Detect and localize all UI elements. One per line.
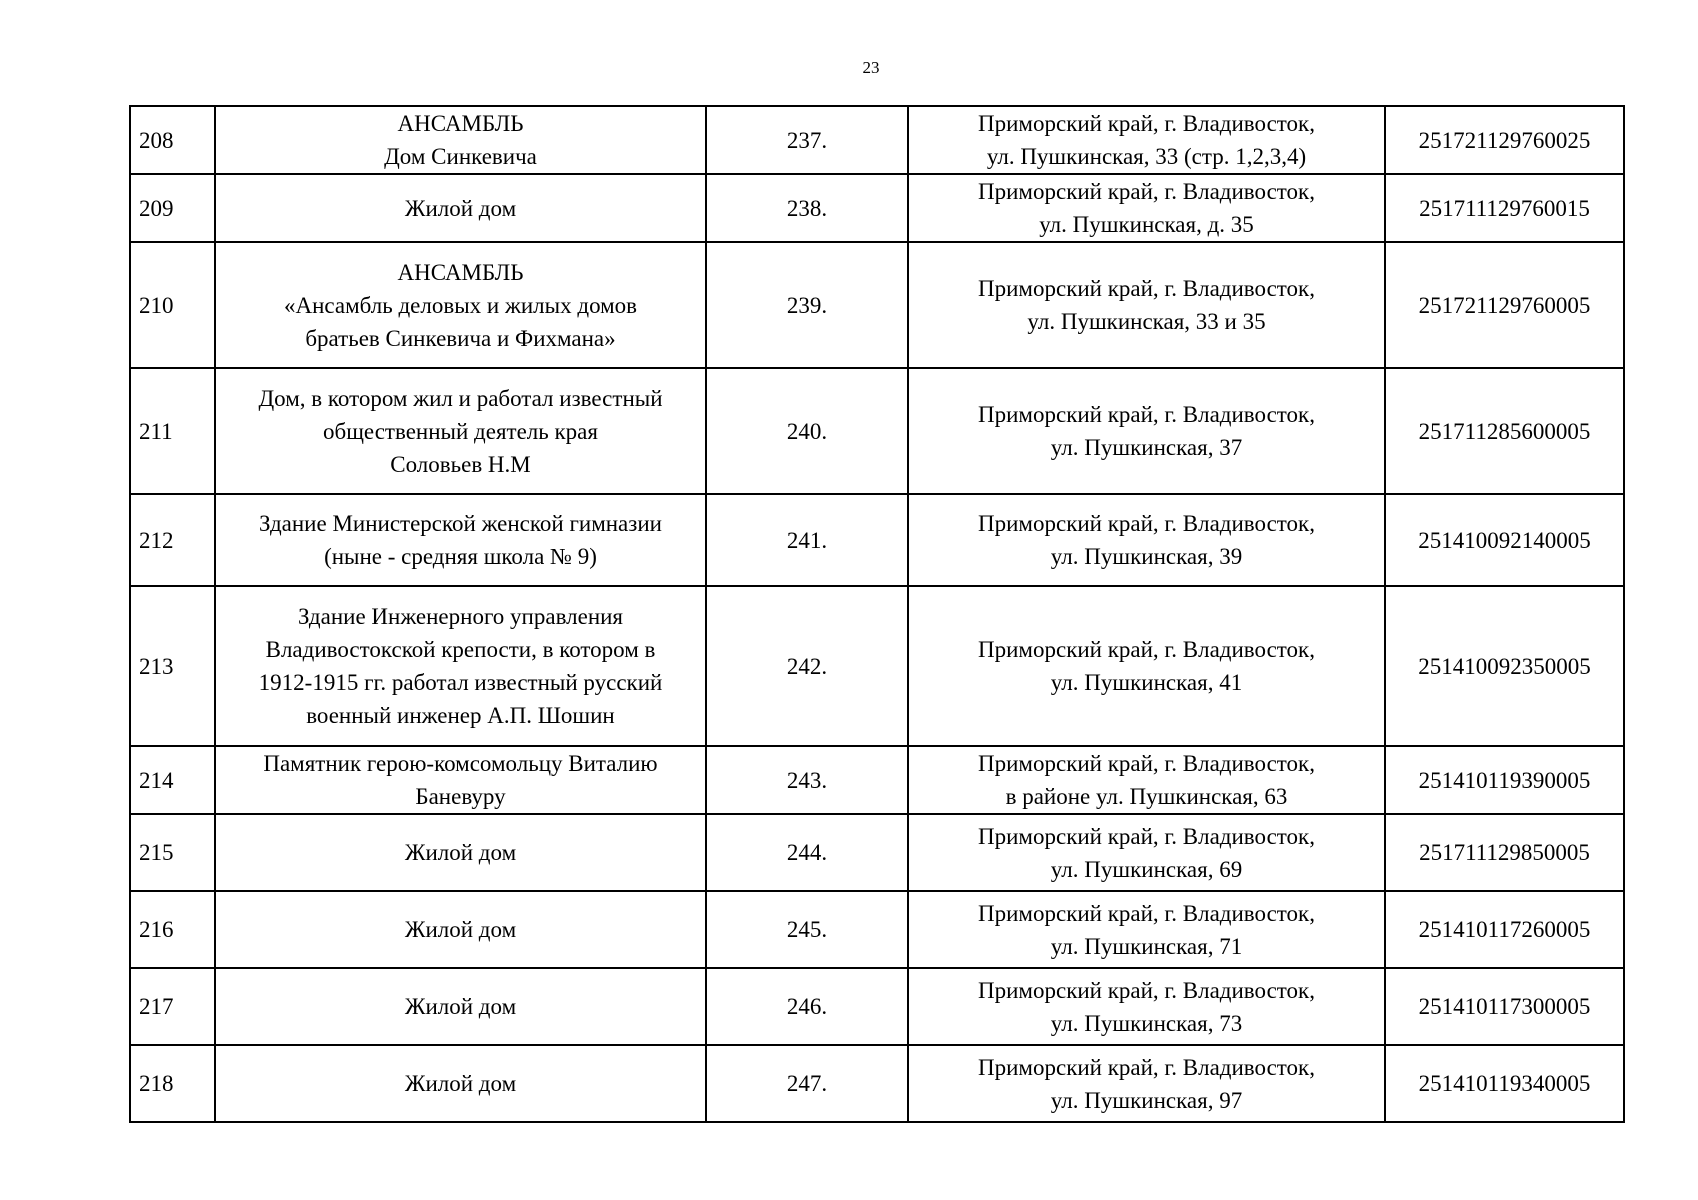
registration-number-cell: 251410117300005: [1385, 968, 1624, 1045]
object-name-cell: Памятник герою-комсомольцу Виталию Баневуру: [215, 746, 706, 814]
row-number-cell: 217: [130, 968, 215, 1045]
object-name-cell: Жилой дом: [215, 891, 706, 968]
object-name-cell: Жилой дом: [215, 968, 706, 1045]
address-cell: Приморский край, г. Владивосток, в районе ул. Пушкинская, 63: [908, 746, 1385, 814]
table-row: [130, 968, 1624, 1045]
table-row: [130, 891, 1624, 968]
item-number-cell: 238.: [706, 174, 908, 242]
item-number-cell: 246.: [706, 968, 908, 1045]
registration-number-cell: 251721129760005: [1385, 242, 1624, 368]
page-number: 23: [862, 58, 880, 77]
table-row: [130, 586, 1624, 746]
address-cell: Приморский край, г. Владивосток, ул. Пушкинская, 97: [908, 1045, 1385, 1122]
item-number-cell: 245.: [706, 891, 908, 968]
object-name-cell: Здание Инженерного управления Владивостокской крепости, в котором в 1912-1915 гг. работал известный русский военный инженер А.П. Шошин: [215, 586, 706, 746]
row-number-cell: 208: [130, 106, 215, 174]
item-number-cell: 237.: [706, 106, 908, 174]
registration-number-cell: 251711129850005: [1385, 814, 1624, 891]
item-number-cell: 241.: [706, 494, 908, 586]
row-number-cell: 211: [130, 368, 215, 494]
row-number-cell: 215: [130, 814, 215, 891]
table-row: [130, 1045, 1624, 1122]
table-row: [130, 368, 1624, 494]
registration-number-cell: 251410119390005: [1385, 746, 1624, 814]
address-cell: Приморский край, г. Владивосток, ул. Пушкинская, 73: [908, 968, 1385, 1045]
item-number-cell: 242.: [706, 586, 908, 746]
row-number-cell: 214: [130, 746, 215, 814]
row-number-cell: 212: [130, 494, 215, 586]
row-number-cell: 209: [130, 174, 215, 242]
item-number-cell: 244.: [706, 814, 908, 891]
address-cell: Приморский край, г. Владивосток, ул. Пушкинская, 37: [908, 368, 1385, 494]
table-row: [130, 494, 1624, 586]
table-row: [130, 174, 1624, 242]
address-cell: Приморский край, г. Владивосток, ул. Пушкинская, 69: [908, 814, 1385, 891]
heritage-objects-table: [129, 105, 1625, 1123]
row-number-cell: 213: [130, 586, 215, 746]
row-number-cell: 210: [130, 242, 215, 368]
address-cell: Приморский край, г. Владивосток, ул. Пушкинская, 41: [908, 586, 1385, 746]
table-row: [130, 242, 1624, 368]
table-row: [130, 106, 1624, 174]
table-row: [130, 746, 1624, 814]
address-cell: Приморский край, г. Владивосток, ул. Пушкинская, д. 35: [908, 174, 1385, 242]
object-name-cell: Дом, в котором жил и работал известный общественный деятель края Соловьев Н.М: [215, 368, 706, 494]
item-number-cell: 240.: [706, 368, 908, 494]
row-number-cell: 216: [130, 891, 215, 968]
registration-number-cell: 251721129760025: [1385, 106, 1624, 174]
registration-number-cell: 251711129760015: [1385, 174, 1624, 242]
item-number-cell: 239.: [706, 242, 908, 368]
object-name-cell: Жилой дом: [215, 174, 706, 242]
item-number-cell: 243.: [706, 746, 908, 814]
row-number-cell: 218: [130, 1045, 215, 1122]
address-cell: Приморский край, г. Владивосток, ул. Пушкинская, 39: [908, 494, 1385, 586]
table-row: [130, 814, 1624, 891]
registration-number-cell: 251410119340005: [1385, 1045, 1624, 1122]
registration-number-cell: 251410117260005: [1385, 891, 1624, 968]
item-number-cell: 247.: [706, 1045, 908, 1122]
registration-number-cell: 251410092350005: [1385, 586, 1624, 746]
object-name-cell: Здание Министерской женской гимназии (ныне - средняя школа № 9): [215, 494, 706, 586]
registration-number-cell: 251410092140005: [1385, 494, 1624, 586]
address-cell: Приморский край, г. Владивосток, ул. Пушкинская, 71: [908, 891, 1385, 968]
address-cell: Приморский край, г. Владивосток, ул. Пушкинская, 33 и 35: [908, 242, 1385, 368]
object-name-cell: АНСАМБЛЬ Дом Синкевича: [215, 106, 706, 174]
object-name-cell: Жилой дом: [215, 1045, 706, 1122]
object-name-cell: АНСАМБЛЬ «Ансамбль деловых и жилых домов братьев Синкевича и Фихмана»: [215, 242, 706, 368]
address-cell: Приморский край, г. Владивосток, ул. Пушкинская, 33 (стр. 1,2,3,4): [908, 106, 1385, 174]
registration-number-cell: 251711285600005: [1385, 368, 1624, 494]
object-name-cell: Жилой дом: [215, 814, 706, 891]
